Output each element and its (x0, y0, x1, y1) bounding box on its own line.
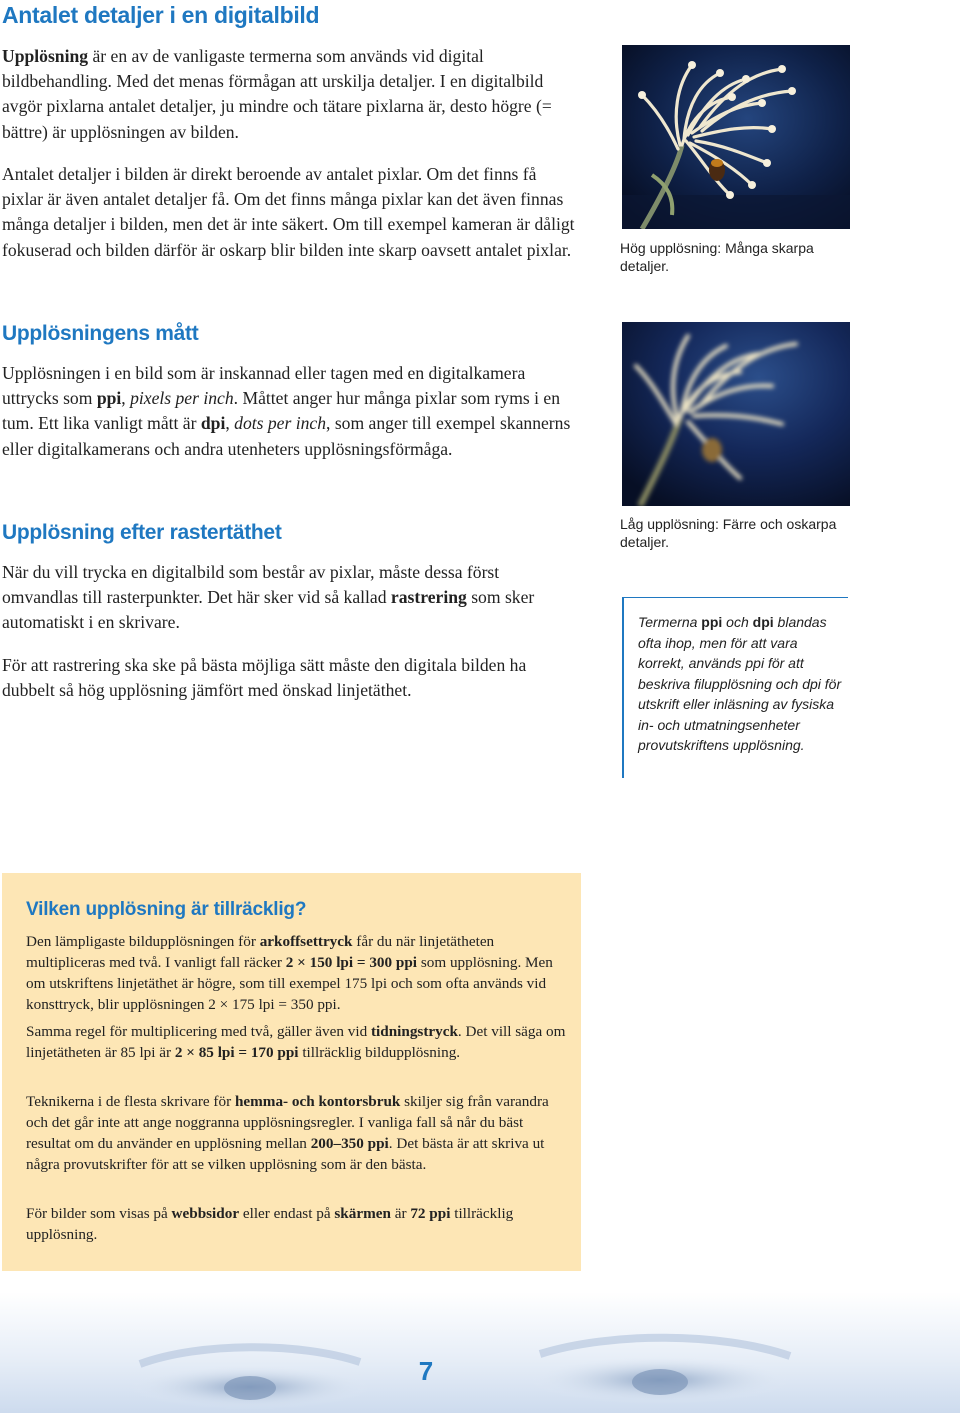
info-box-paragraph-1: Den lämpligaste bildupplösningen för arkoffsettryck får du när linjetätheten multipliceras med två. I vanligt fall räcker 2 × 150 lpi = 300 ppi som upplösning. Men om utskriftens linjetäthet är högre, som till exempel 175 lpi och som ofta används vid konsttryck, blir upplösningen 2 × 175 lpi = 350 ppi. (26, 933, 553, 1013)
raster-paragraph-2: För att rastrering ska ske på bästa möjliga sätt måste den digitala bilden ha dubbelt så hög upplösning jämfört med önskad linjetäthet. (2, 655, 527, 701)
info-box (2, 873, 581, 1271)
footer-face-image (0, 1292, 960, 1413)
info-box-paragraph-3: Teknikerna i de flesta skrivare för hemma- och kontorsbruk skiljer sig från varandra och det går inte att ange noggranna upplösningsregler. I vanliga fall så når du bäst resultat om du använder en upplösning mellan 200–350 ppi. Det bästa är att skriva ut några provutskrifter för att se vilken upplösning som är den bästa. (26, 1093, 549, 1173)
caption-high-resolution: Hög upplösning: Många skarpa detaljer. (620, 240, 814, 274)
intro-paragraph: Upplösning är en av de vanligaste termerna som används vid digital bildbehandling. Med det menas förmågan att urskilja detaljer. I en digitalbild avgör pixlarna antalet detaljer, ju mindre och tätare pixlarna är, desto högre (= bättre) är upplösningen av bilden. (2, 46, 552, 142)
side-note (622, 597, 848, 778)
info-box-title: Vilken upplösning är tillräcklig? (26, 899, 307, 920)
low-resolution-flower-photo (622, 322, 850, 506)
matt-paragraph: Upplösningen i en bild som är inskannad eller tagen med en digitalkamera uttrycks som ppi, pixels per inch. Måttet anger hur många pixlar som ryms i en tum. Ett lika vanligt mått är dpi, dots per inch, som anger till exempel skannerns eller digitalkamerans och andra utenheters upplösningsförmåga. (2, 363, 571, 459)
raster-paragraph: När du vill trycka en digitalbild som består av pixlar, måste dessa först omvandlas till rasterpunkter. Det här sker vid så kallad rastrering som sker automatiskt i en skrivare. (2, 562, 535, 633)
page-number: 7 (418, 1356, 434, 1386)
term-upplosning: Upplösning (2, 46, 89, 66)
info-box-paragraph-4: För bilder som visas på webbsidor eller endast på skärmen är 72 ppi tillräcklig upplösning. (26, 1205, 514, 1243)
side-note-text: Termerna ppi och dpi blandas ofta ihop, men för att vara korrekt, används ppi för att beskriva filupplösning och dpi för utskrift eller inläsning av fysiska in- och utmatningsenheter provutskriftens upplösning. (638, 614, 842, 753)
detail-paragraph: Antalet detaljer i bilden är direkt beroende av antalet pixlar. Om det finns få pixlar är även antalet detaljer få. Om det finns många pixlar kan det även finnas många detaljer i bilden, men det är inte säkert. Om till exempel kameran är dåligt fokuserad och bilden därför är oskarp blir bilden inte skarp oavsett antalet pixlar. (2, 164, 575, 260)
caption-low-resolution: Låg upplösning: Färre och oskarpa detaljer. (620, 516, 837, 550)
info-box-paragraph-2: Samma regel för multiplicering med två, gäller även vid tidningstryck. Det vill säga om linjetätheten är 85 lpi är 2 × 85 lpi = 170 ppi tillräcklig bildupplösning. (26, 1023, 566, 1061)
high-resolution-flower-photo (622, 45, 850, 229)
section-heading-matt: Upplösningens mått (2, 322, 199, 345)
section-heading-raster: Upplösning efter rastertäthet (2, 521, 282, 544)
page-title: Antalet detaljer i en digitalbild (2, 2, 320, 28)
